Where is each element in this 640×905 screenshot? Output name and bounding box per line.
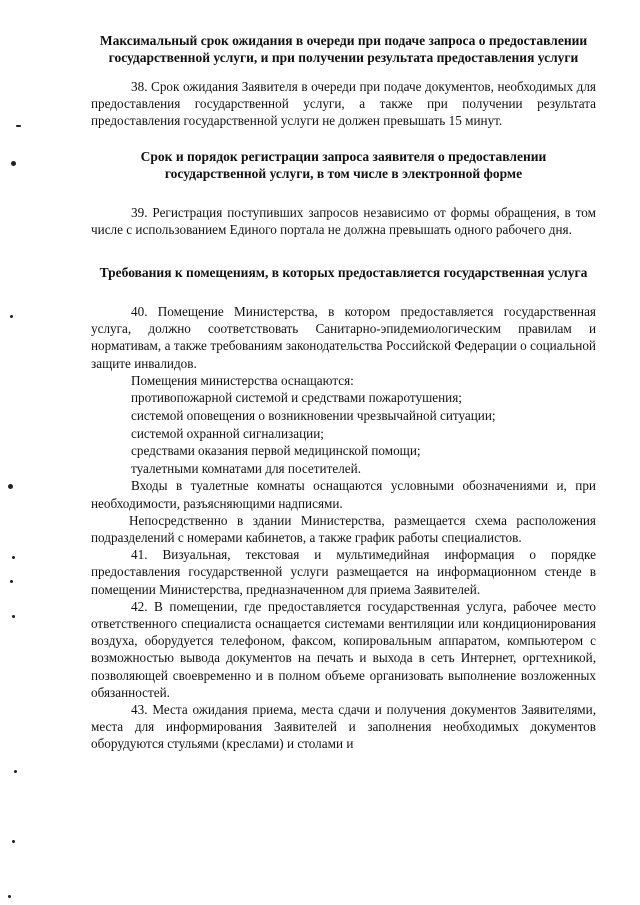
section-heading-registration: Срок и порядок регистрации запроса заявителя о предоставлении государственной услуги, в том числе в электронной форме	[140, 148, 547, 181]
section-heading-premises: Требования к помещениям, в которых предоставляется государственная услуга	[99, 265, 588, 281]
scan-speck	[14, 770, 17, 773]
scan-speck	[8, 484, 13, 489]
scan-speck	[16, 125, 21, 127]
paragraph-41: 41. Визуальная, текстовая и мультимедийная информация о порядке предоставления государственной услуги размещается на информационном стенде в помещении Министерства, предназначенном для приема Заявителей.	[91, 547, 596, 597]
scan-speck	[12, 840, 15, 843]
scan-speck	[10, 580, 13, 583]
paragraph-40: 40. Помещение Министерства, в котором предоставляется государственная услуга, должно соответствовать Санитарно-эпидемиологическим правилам и нормативам, а также требованиям законодательства Российской Федерации о социальной защите инвалидов.	[91, 304, 596, 371]
paragraph-42: 42. В помещении, где предоставляется государственная услуга, рабочее место ответственного специалиста оснащается системами вентиляции или кондиционирования воздуха, оборудуется телефоном, факсом, копировальным аппаратом, компьютером с возможностью вывода документов на печать и выхода в сеть Интернет, оргтехникой, позволяющей своевременно и в полном объеме организовать выполнение возложенных обязанностей.	[91, 598, 596, 700]
scan-speck	[10, 315, 13, 318]
paragraph-scheme: Непосредственно в здании Министерства, размещается схема расположения подразделений с номерами кабинетов, а также график работы специалистов.	[91, 512, 596, 545]
section-heading-queue: Максимальный срок ожидания в очереди при подаче запроса о предоставлении государственной услуги, и при получении результата предоставления услуги	[99, 33, 588, 65]
paragraph-43: 43. Места ожидания приема, места сдачи и получения документов Заявителями, места для информирования Заявителей и заполнения необходимых документов оборудуются стульями (креслами) и столами и	[91, 702, 596, 752]
scan-speck	[12, 556, 15, 559]
paragraph-toilets: Входы в туалетные комнаты оснащаются условными обозначениями и, при необходимости, разъясняющими надписями.	[91, 478, 596, 511]
paragraph-38: 38. Срок ожидания Заявителя в очереди при подаче документов, необходимых для предоставления государственной услуги, а также при получении результата предоставления государственной услуги не должен превышать 15 минут.	[91, 79, 596, 129]
list-item: противопожарной системой и средствами пожаротушения;	[131, 390, 462, 406]
list-item: средствами оказания первой медицинской помощи;	[131, 443, 421, 459]
list-item: системой охранной сигнализации;	[131, 425, 324, 441]
scan-speck	[12, 615, 15, 618]
list-item: системой оповещения о возникновении чрезвычайной ситуации;	[131, 408, 496, 424]
scan-speck	[11, 161, 16, 166]
document-page	[91, 32, 596, 753]
paragraph-39: 39. Регистрация поступивших запросов независимо от формы обращения, в том числе с использованием Единого портала не должна превышать одного рабочего дня.	[91, 204, 596, 237]
list-item: туалетными комнатами для посетителей.	[131, 460, 361, 476]
scan-speck	[8, 895, 11, 898]
equipped-intro: Помещения министерства оснащаются:	[131, 372, 354, 388]
